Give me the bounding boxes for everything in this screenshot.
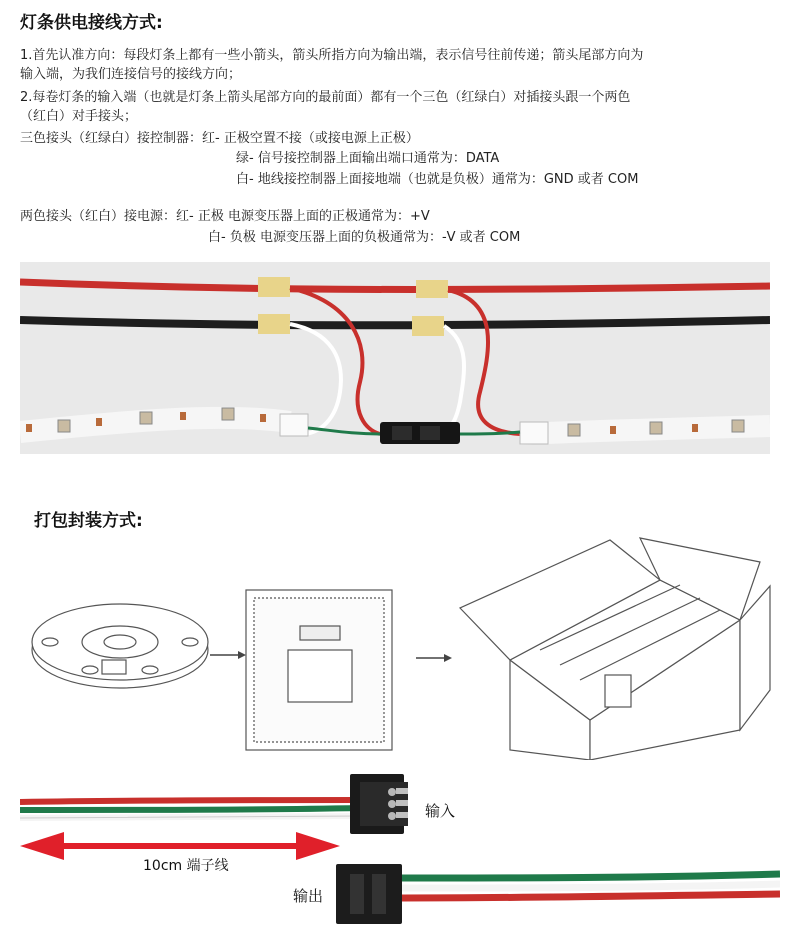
- controller-red-line: 三色接头（红绿白）接控制器：红- 正极空置不接（或接电源上正极）: [20, 131, 419, 146]
- led-strip-wiring-photo: [20, 262, 770, 454]
- output-label: 输出: [293, 887, 324, 905]
- cable-length-label: 10cm 端子线: [143, 858, 229, 874]
- section-title-packaging: 打包封装方式:: [34, 511, 143, 531]
- reel-icon: [32, 604, 208, 688]
- instruction-line-4: （红白）对手接头；: [20, 109, 138, 124]
- packaging-flow-diagram: [20, 530, 780, 760]
- carton-box-icon: [460, 538, 770, 760]
- instruction-line-2: 输入端，为我们连接信号的接线方向；: [20, 67, 242, 82]
- controller-white-line: 白- 地线接控制器上面接地端（也就是负极）通常为：GND 或者 COM: [236, 172, 639, 187]
- section-title-wiring: 灯条供电接线方式:: [20, 13, 163, 33]
- instruction-line-3: 2.每卷灯条的输入端（也就是灯条上箭头尾部方向的最前面）都有一个三色（红绿白）对插接头跟一个两色: [20, 90, 631, 105]
- antistatic-bag-icon: [246, 590, 392, 750]
- power-red-line: 两色接头（红白）接电源：红- 正极 电源变压器上面的正极通常为：+V: [20, 209, 430, 224]
- instruction-line-1: 1.首先认准方向：每段灯条上都有一些小箭头，箭头所指方向为输出端，表示信号往前传递；箭头尾部方向为: [20, 48, 644, 63]
- power-white-line: 白- 负极 电源变压器上面的负极通常为：-V 或者 COM: [208, 230, 521, 245]
- controller-green-line: 绿- 信号接控制器上面输出端口通常为：DATA: [236, 151, 500, 166]
- terminal-cable-photo: [20, 770, 780, 946]
- input-label: 输入: [425, 802, 456, 820]
